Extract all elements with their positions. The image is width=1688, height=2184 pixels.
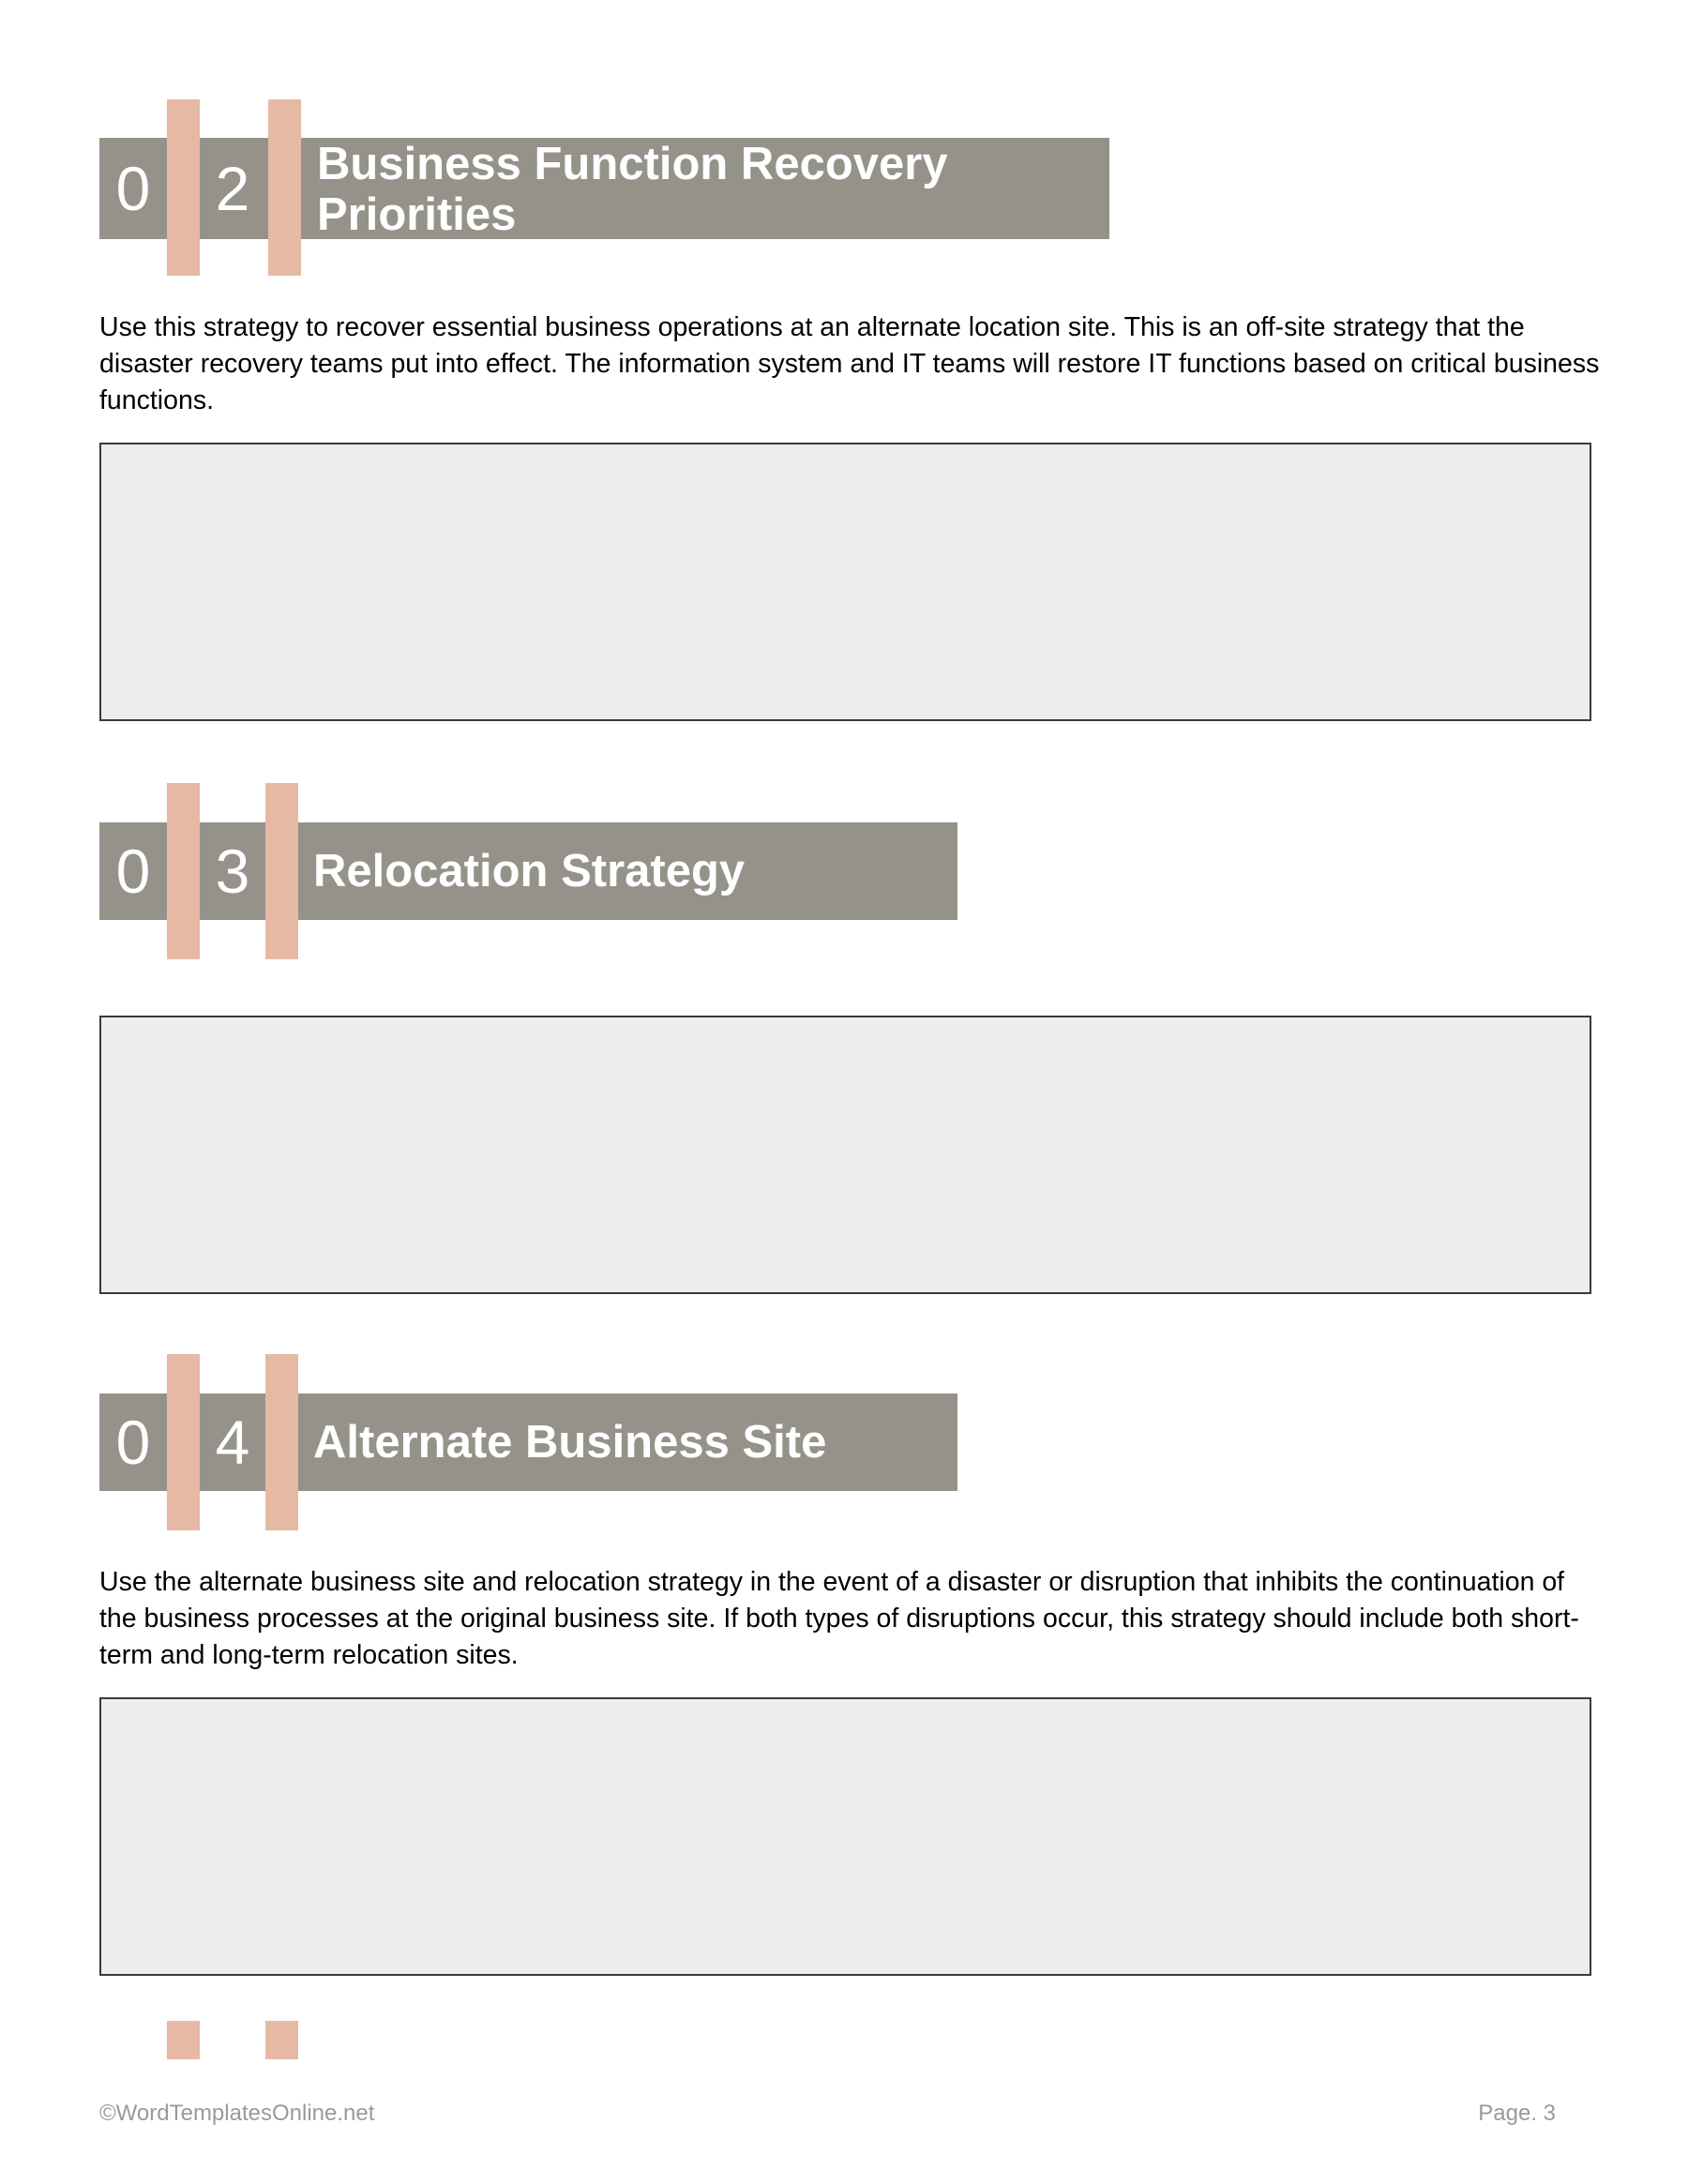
section-number-digit: 0 — [115, 154, 151, 223]
section-title-line: Priorities — [317, 189, 517, 240]
accent-stripe — [167, 99, 200, 276]
section-title: Alternate Business Site — [313, 1417, 827, 1468]
section-title: Relocation Strategy — [313, 846, 746, 896]
section-number-digit: 0 — [115, 1408, 151, 1477]
input-area-02[interactable] — [99, 443, 1591, 721]
section-number-digit: 0 — [115, 836, 151, 906]
footer-copyright: ©WordTemplatesOnline.net — [99, 2101, 375, 2126]
page-number: Page. 3 — [1478, 2101, 1556, 2126]
accent-stripe — [167, 2021, 200, 2059]
accent-stripe — [265, 2021, 298, 2059]
section-title-line: Business Function Recovery — [317, 139, 948, 189]
accent-stripe — [268, 99, 301, 276]
accent-stripe — [167, 1354, 200, 1530]
section-number-digit: 3 — [215, 836, 250, 906]
section-number-digit: 4 — [215, 1408, 250, 1477]
accent-stripe — [265, 783, 298, 959]
section-title — [317, 139, 948, 240]
accent-stripe — [167, 783, 200, 959]
accent-stripe — [265, 1354, 298, 1530]
section-description: Use the alternate business site and relocation strategy in the event of a disaster or disruption that inhibits the continuation of the business processes at the original business site. If both types of disruptions occur, this strategy should include both short-term and long-term relocation sites. — [99, 1567, 1579, 1670]
section-number-digit: 2 — [215, 154, 250, 223]
input-area-03[interactable] — [99, 1016, 1591, 1294]
section-description: Use this strategy to recover essential business operations at an alternate location site. This is an off-site strategy that the disaster recovery teams put into effect. The information system and IT teams will restore IT functions based on critical business functions. — [99, 312, 1600, 415]
input-area-04[interactable] — [99, 1697, 1591, 1976]
